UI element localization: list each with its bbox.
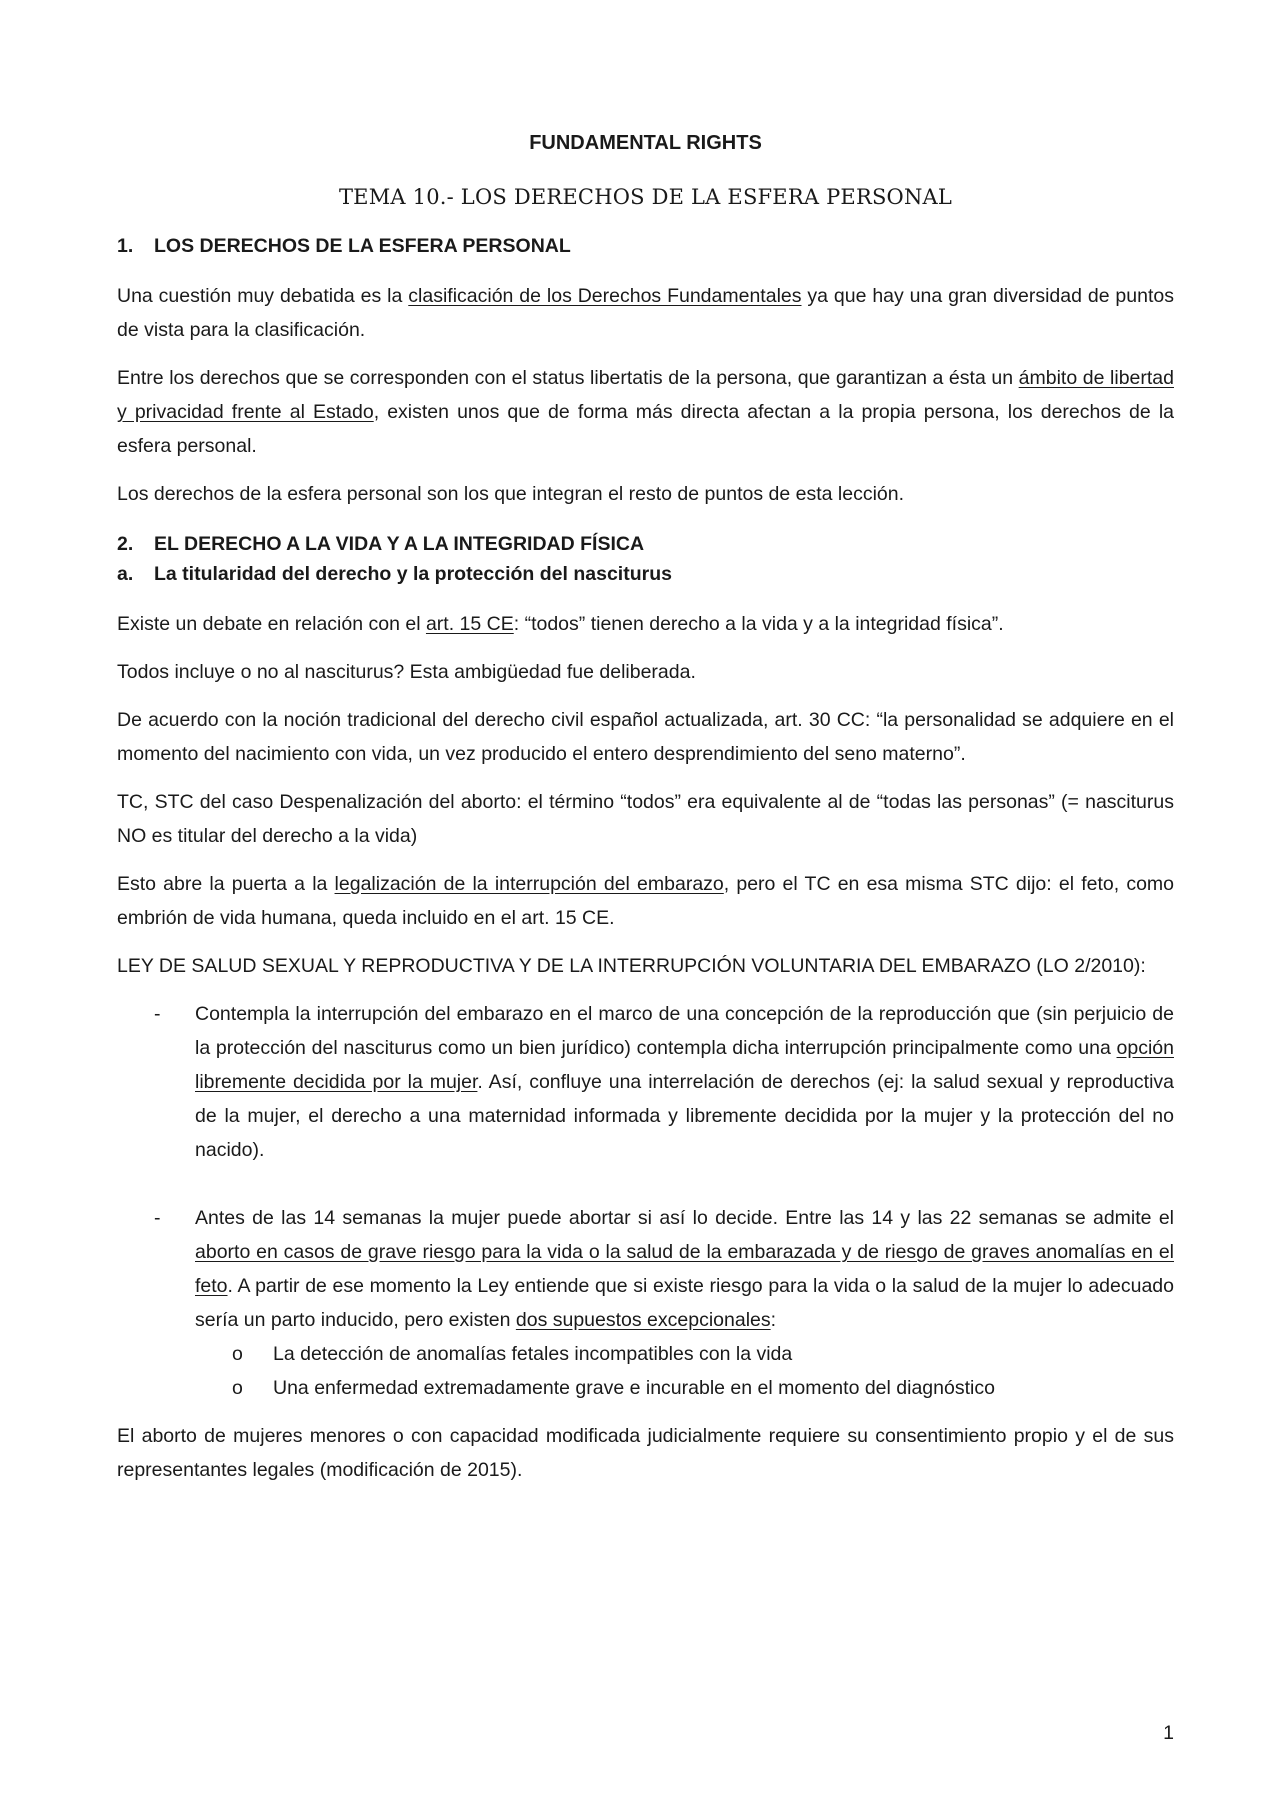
s2-p5-text-a: Esto abre la puerta a la	[117, 873, 335, 895]
list-item	[117, 997, 1174, 1167]
bullet-marker: o	[232, 1377, 243, 1399]
item1-text-b: . Así, confluye una interrelación de derechos (ej: la salud sexual y reproductiva de la mujer, el derecho a una maternidad informada y libremente decidida por la mujer y la protección del no nacido).	[195, 1071, 1174, 1161]
s2-paragraph-2: Todos incluye o no al nasciturus? Esta ambigüedad fue deliberada.	[117, 661, 696, 683]
item1-text-a: Contempla la interrupción del embarazo en el marco de una concepción de la reproducción que (sin perjuicio de la protección del nasciturus como un bien jurídico) contempla dicha interrupción principalmente como una	[195, 1003, 1174, 1059]
bullet-marker: o	[232, 1343, 243, 1365]
s1-paragraph-2	[117, 361, 1174, 463]
s1-p1-text-a: Una cuestión muy debatida es la	[117, 285, 409, 307]
law-details-list	[117, 997, 1174, 1337]
list-item-text	[195, 1201, 1174, 1337]
list-item-text	[195, 997, 1174, 1167]
section-1-heading	[117, 235, 1174, 258]
list-item	[117, 1201, 1174, 1337]
document-title: FUNDAMENTAL RIGHTS	[529, 132, 762, 154]
exception-1-text: La detección de anomalías fetales incompatibles con la vida	[273, 1343, 793, 1365]
document-subtitle: TEMA 10.- LOS DERECHOS DE LA ESFERA PERSONAL	[338, 185, 953, 209]
s1-p1-underlined: clasificación de los Derechos Fundamentales	[408, 285, 802, 307]
exception-2-text: Una enfermedad extremadamente grave e incurable en el momento del diagnóstico	[273, 1377, 995, 1399]
s2-paragraph-1	[117, 607, 1174, 641]
document-body	[117, 132, 1174, 1487]
s2-paragraph-3: De acuerdo con la noción tradicional del derecho civil español actualizada, art. 30 CC: “la personalidad se adquiere en el momento del nacimiento con vida, un vez producido el entero desprendimiento del seno materno”.	[117, 709, 1174, 765]
section-2-heading	[117, 529, 1174, 559]
s1-p1-text-b: ya que hay una gran diversidad de puntos de vista para la clasificación.	[117, 285, 1174, 341]
list-item	[195, 1337, 1174, 1371]
section-2a-heading	[117, 559, 1174, 589]
s2-paragraph-4: TC, STC del caso Despenalización del aborto: el término “todos” era equivalente al de “todas las personas” (= nasciturus NO es titular del derecho a la vida)	[117, 791, 1174, 847]
s2-paragraph-5	[117, 867, 1174, 935]
s2-paragraph-6: LEY DE SALUD SEXUAL Y REPRODUCTIVA Y DE LA INTERRUPCIÓN VOLUNTARIA DEL EMBARAZO (LO 2/2010):	[117, 955, 1146, 977]
s1-p2-text-a: Entre los derechos que se corresponden con el status libertatis de la persona, que garantizan a ésta un	[117, 367, 1019, 389]
page-number: 1	[1163, 1722, 1174, 1744]
s2-p5-underlined: legalización de la interrupción del embarazo	[334, 873, 724, 895]
s2-p1-underlined: art. 15 CE	[425, 613, 514, 635]
item2-underlined-2: dos supuestos excepcionales	[515, 1309, 771, 1331]
item1-underlined: opción libremente decidida por la mujer	[195, 1037, 1174, 1093]
item2-text-c: :	[770, 1309, 777, 1331]
exception-list	[117, 1337, 1174, 1405]
item2-text-b: . A partir de ese momento la Ley entiende que si existe riesgo para la vida o la salud de la mujer lo adecuado sería un parto inducido, pero existen	[195, 1275, 1174, 1331]
section-2a-title: La titularidad del derecho y la protección del nasciturus	[154, 563, 672, 585]
dash-marker: -	[154, 1207, 161, 1229]
section-2-number: 2.	[117, 533, 134, 555]
section-2a-letter: a.	[117, 563, 134, 585]
s1-p2-underlined: ámbito de libertad y privacidad frente al Estado	[117, 367, 1174, 423]
dash-marker: -	[154, 1003, 161, 1025]
section-1-title: LOS DERECHOS DE LA ESFERA PERSONAL	[154, 235, 571, 257]
list-item	[195, 1371, 1174, 1405]
s1-paragraph-1	[117, 279, 1174, 347]
section-2-title: EL DERECHO A LA VIDA Y A LA INTEGRIDAD FÍSICA	[154, 533, 645, 555]
item2-underlined-1: aborto en casos de grave riesgo para la vida o la salud de la embarazada y de riesgo de graves anomalías en el feto	[195, 1241, 1174, 1297]
s2-p5-text-b: , pero el TC en esa misma STC dijo: el feto, como embrión de vida humana, queda incluido en el art. 15 CE.	[117, 873, 1175, 929]
section-1-number: 1.	[117, 235, 134, 257]
s2-p1-text-a: Existe un debate en relación con el	[117, 613, 426, 635]
item2-text-a: Antes de las 14 semanas la mujer puede abortar si así lo decide. Entre las 14 y las 22 semanas se admite el	[195, 1207, 1174, 1229]
s1-paragraph-3: Los derechos de la esfera personal son los que integran el resto de puntos de esta lección.	[117, 483, 905, 505]
s2-p1-text-b: : “todos” tienen derecho a la vida y a la integridad física”.	[513, 613, 1004, 635]
s1-p2-text-b: , existen unos que de forma más directa afectan a la propia persona, los derechos de la esfera personal.	[117, 401, 1174, 457]
s2-paragraph-7: El aborto de mujeres menores o con capacidad modificada judicialmente requiere su consentimiento propio y el de sus representantes legales (modificación de 2015).	[117, 1425, 1174, 1481]
